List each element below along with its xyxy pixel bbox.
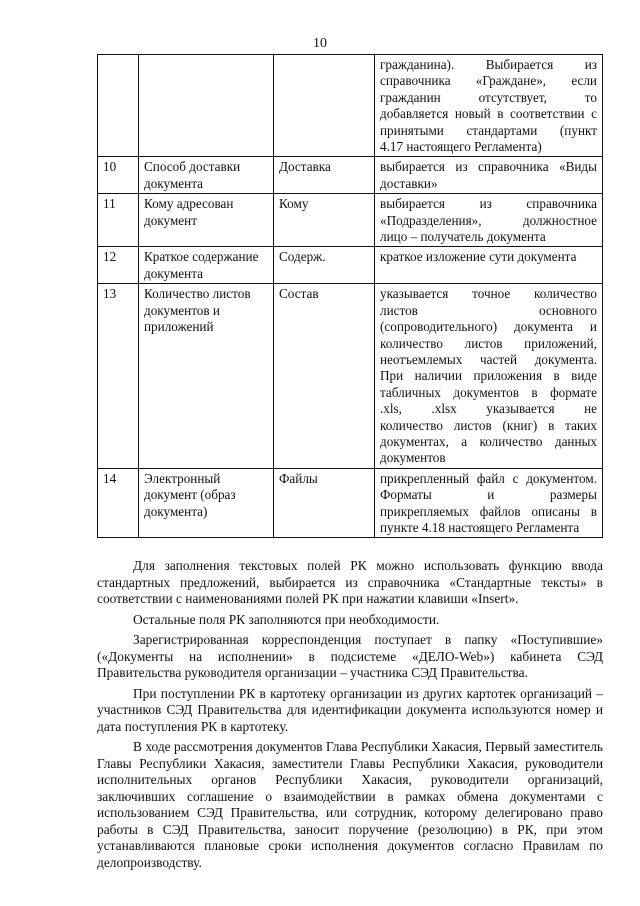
field-name-cell xyxy=(139,55,274,157)
field-description-cell xyxy=(375,247,603,284)
row-number-cell: 13 xyxy=(98,284,139,468)
table-body xyxy=(98,55,603,538)
row-number-cell: 11 xyxy=(98,194,139,247)
field-name-cell: Количество листов документов и приложений xyxy=(139,284,274,468)
registration-card-fields-table xyxy=(97,54,603,538)
description-line: документах, а количество данных xyxy=(380,433,597,449)
paragraph: Зарегистрированная корреспонденция поступает в папку «Поступившие» («Документы на исполнении» в подсистеме «ДЕЛО-Web») кабинета СЭД Правительства руководителя организации – участника СЭД Правительства. xyxy=(97,632,603,680)
description-line: неотъемлемых частей документа. xyxy=(380,351,597,367)
description-line: 4.17 настоящего Регламента) xyxy=(380,139,542,155)
field-name-cell: Способ доставки документа xyxy=(139,157,274,194)
field-label-cell: Файлы xyxy=(274,468,375,538)
description-line: указывается точное количество xyxy=(380,286,597,302)
description-line: справочника «Граждане», если xyxy=(380,73,597,89)
description-line: краткое изложение сути документа xyxy=(380,249,577,265)
paragraph: В ходе рассмотрения документов Глава Республики Хакасия, Первый заместитель Главы Республики Хакасия, заместители Главы Республики Хакасия, руководители исполнительных органов Республики Хакасия, руководители организаций, заключивших соглашение о взаимодействии в рамках обмена документами с использованием СЭД Правительства, или сотрудник, которому делегировано право работы в СЭД Правительства, заносит поручение (резолюцию) в РК, при этом устанавливаются плановые сроки исполнения документов согласно Правилам по делопроизводству. xyxy=(97,739,603,870)
row-number-cell xyxy=(98,55,139,157)
description-line: принятыми стандартами (пункт xyxy=(380,122,597,138)
paragraph: Для заполнения текстовых полей РК можно использовать функцию ввода стандартных предложений, выбирается из справочника «Стандартные тексты» в соответствии с наименованиями полей РК при нажатии клавиши «Insert». xyxy=(97,558,603,606)
description-line: пункте 4.18 настоящего Регламента xyxy=(380,519,580,535)
body-text xyxy=(97,558,603,875)
page-number: 10 xyxy=(313,36,327,51)
description-line: лицо – получатель документа xyxy=(380,229,546,245)
description-line: прикрепленный файл с документом. xyxy=(380,470,597,486)
description-line: листов основного xyxy=(380,302,597,318)
description-line: гражданин отсутствует, то xyxy=(380,89,597,105)
paragraph: При поступлении РК в картотеку организации из других картотек организаций – участников СЭД Правительства для идентификации документа используются номер и дата поступления РК в картотеку. xyxy=(97,685,603,734)
field-label-cell: Доставка xyxy=(274,157,375,194)
field-description-cell xyxy=(375,194,603,247)
description-line: выбирается из справочника «Виды xyxy=(380,159,597,175)
field-description-cell xyxy=(375,157,603,194)
field-label-cell: Содерж. xyxy=(274,247,375,284)
paragraph: Остальные поля РК заполняются при необходимости. xyxy=(133,611,440,627)
description-line: При наличии приложения в виде xyxy=(380,368,597,384)
description-line: количество листов приложений, xyxy=(380,335,597,351)
table-row xyxy=(98,157,603,194)
row-number-cell: 10 xyxy=(98,157,139,194)
description-line: табличных документов в формате xyxy=(380,384,597,400)
description-line: доставки» xyxy=(380,175,438,191)
field-label-cell xyxy=(274,55,375,157)
description-line: гражданина). Выбирается из xyxy=(380,57,597,72)
table-row xyxy=(98,194,603,247)
table-row xyxy=(98,55,603,157)
table-row xyxy=(98,468,603,538)
field-label-cell: Состав xyxy=(274,284,375,468)
description-line: Форматы и размеры xyxy=(380,487,597,503)
field-description-cell xyxy=(375,468,603,538)
table-row xyxy=(98,284,603,468)
field-name-cell: Электронный документ (образ документа) xyxy=(139,468,274,538)
description-line: прикрепляемых файлов описаны в xyxy=(380,503,597,519)
description-line: количество листов (книг) в таких xyxy=(380,417,597,433)
field-description-cell xyxy=(375,284,603,468)
field-description-cell xyxy=(375,55,603,157)
description-line: .xls, .xlsx указывается не xyxy=(380,401,597,417)
description-line: (сопроводительного) документа и xyxy=(380,319,597,335)
field-label-cell: Кому xyxy=(274,194,375,247)
row-number-cell: 12 xyxy=(98,247,139,284)
description-line: добавляется новый в соответствии с xyxy=(380,106,597,122)
field-name-cell: Краткое содержание документа xyxy=(139,247,274,284)
table-row xyxy=(98,247,603,284)
row-number-cell: 14 xyxy=(98,468,139,538)
description-line: выбирается из справочника xyxy=(380,196,597,212)
description-line: «Подразделения», должностное xyxy=(380,212,597,228)
field-name-cell: Кому адресован документ xyxy=(139,194,274,247)
description-line: документов xyxy=(380,450,446,466)
